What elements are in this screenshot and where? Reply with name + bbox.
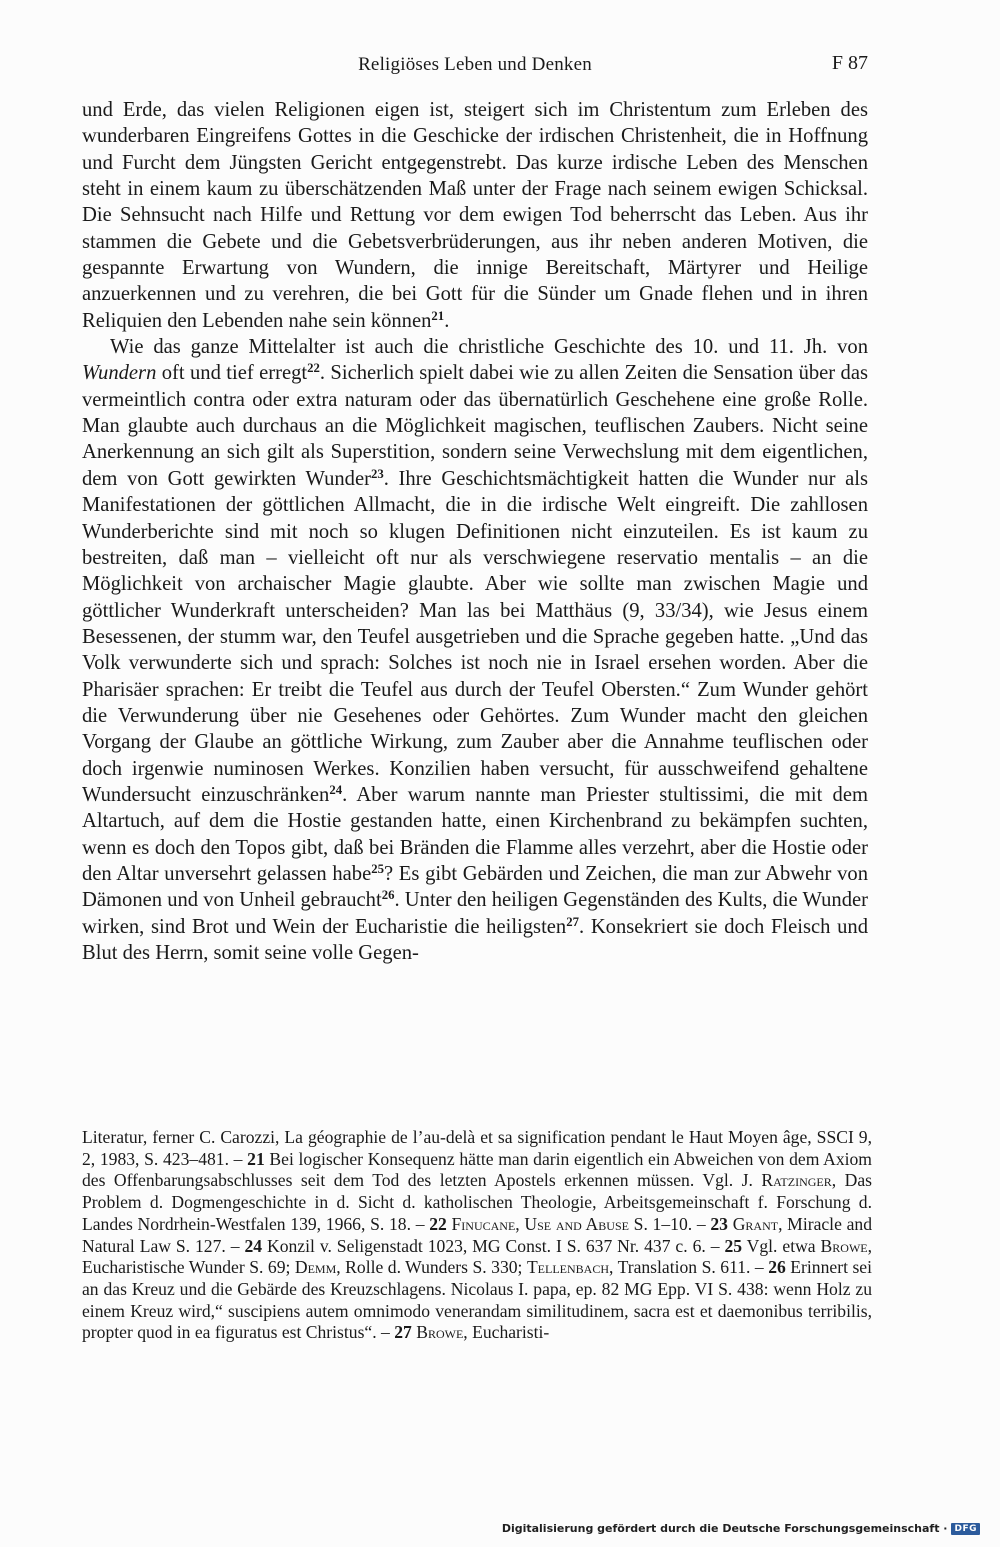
funding-note (502, 1522, 980, 1535)
page-number: F 87 (831, 52, 868, 74)
dfg-logo-icon: DFG (951, 1523, 980, 1535)
text-run: , Eucharisti- (463, 1322, 550, 1343)
text-run: , Das Problem d. Dogmengeschichte in d. Sicht d. katholischen Theologie, Arbeitsgemeinschaft f. Forschung d. Landes Nordrhein-Westfalen 139, 1966, S. 18. – (82, 1170, 872, 1234)
text-run: Literatur, ferner C. Carozzi, La géographie de l’au-delà et sa signification pendant le Haut Moyen âge, SSCI 9, 2, 1983, S. 423–481. – (82, 1127, 872, 1169)
author-browe: Browe (416, 1322, 464, 1343)
footnote-number-24: 24 (244, 1235, 263, 1256)
text-run: Wie das ganze Mittelalter ist auch die christliche Geschichte des 10. und 11. Jh. von (110, 336, 868, 359)
footnotes (82, 1127, 872, 1344)
author-demm: Demm (294, 1257, 337, 1278)
text-run: ? Es gibt Gebärden und Zeichen, die man zur Abwehr von Dämonen und von Unheil gebraucht (82, 862, 868, 912)
footnote-ref-23: 23 (370, 466, 384, 481)
author-finucane: Finucane, Use and Abuse (451, 1213, 629, 1234)
main-text (82, 97, 868, 966)
footnote-number-21: 21 (247, 1148, 265, 1169)
text-run: Bei logischer Konsequenz hätte man darin eigentlich ein Abweichen von dem Axiom des Offenbarungsabschlusses seit dem Tod des letzten Apostels erkennen müssen. Vgl. J. (82, 1148, 872, 1191)
text-run: oft und tief erregt (156, 362, 308, 385)
text-run: Erinnert sei an das Kreuz und die Gebärde des Kreuzschlagens. Nicolaus I. papa, ep. 82 MG Epp. VI S. 438: wenn Holz zu einem Kreuz wird,“ suscipiens autem omnimodo venerandam similitudinem, sacra est et daemonibus terribilis, propter quod in ea figuratus est Christus“. – (82, 1257, 872, 1343)
author-browe: Browe (820, 1235, 868, 1256)
author-ratzinger: Ratzinger (761, 1170, 832, 1191)
text-run: . Konsekriert sie doch Fleisch und Blut des Herrn, somit seine volle Gegen- (82, 915, 868, 964)
text-run: . Sicherlich spielt dabei wie zu allen Zeiten die Sensation über das vermeintlich contra oder extra naturam oder das übernatürlich Geschehene eine große Rolle. Man glaubte auch durchaus an die Möglichkeit magischen, teuflischen Zaubers. Nicht seine Anerkennung an sich gilt als Superstition, sondern seine Verwechslung mit dem eigentlichen, dem von Gott gewirkten Wunder (82, 362, 868, 490)
author-tellenbach: Tellenbach (526, 1257, 610, 1278)
footnote-block (82, 1127, 872, 1344)
text-run: Vgl. etwa (742, 1235, 821, 1256)
footnote-number-27: 27 (394, 1322, 412, 1343)
text-run: . Ihre Geschichtsmächtigkeit hatten die Wunder nur als Manifestationen der göttlichen Allmacht, die in die irdische Welt eingreift. Die zahllosen Wunderberichte sind mit noch so klugen Definitionen nicht einzuteilen. Es ist kaum zu bestreiten, daß man – vielleicht oft nur als verschwiegene reservatio mentalis – an die Möglichkeit von archaischer Magie glaubte. Aber wie sollte man zwischen Magie und göttlicher Wunderkraft unterscheiden? Man las bei Matthäus (9, 33/34), wie Jesus einem Besessenen, der stumm war, den Teufel ausgetrieben und die Sprache gegeben hatte. „Und das Volk verwunderte sich und sprach: Solches ist noch nie in Israel ersehen worden. Aber die Pharisäer sprachen: Er treibt die Teufel aus durch der Teufel Obersten.“ Zum Wunder gehört die Verwunderung über nie Gesehenes oder Gehörtes. Zum Wunder macht den gleichen Vorgang der Glaube an göttliche Wirkung, zum Zauber aber die Annahme teuflischen oder doch irgenwie numinosen Werkes. Konzilien haben versucht, für ausschweifend gehaltene Wundersucht einzuschränken (82, 467, 869, 806)
text-run: S. 1–10. – (628, 1213, 711, 1234)
footnote-number-23: 23 (710, 1213, 728, 1234)
footnote-ref-26: 26 (381, 888, 395, 903)
footnote-ref-22: 22 (307, 361, 320, 376)
paragraph-2 (82, 334, 868, 966)
page-header (82, 52, 868, 80)
text-run: . (444, 309, 450, 332)
text-run: , Eucharistische Wunder S. 69; (82, 1235, 873, 1278)
footnote-ref-27: 27 (566, 914, 579, 929)
footnote-ref-24: 24 (329, 782, 343, 797)
paragraph-1 (82, 97, 868, 334)
emphasis-wundern: Wundern (82, 362, 157, 385)
text-run: . Unter den heiligen Gegenständen des Kults, die Wunder wirken, sind Brot und Wein der Eucharistie die heiligsten (82, 889, 868, 938)
text-run: . Aber warum nannte man Priester stultissimi, die mit dem Altartuch, auf dem die Hostie gestanden hatte, einen Kirchenbrand zu bekämpfen suchten, wenn es doch den Topos gibt, daß bei Bränden die Flamme alles verzehrt, aber die Hostie oder den Altar unversehrt gelassen habe (82, 783, 869, 885)
text-run: , Miracle and Natural Law S. 127. – (82, 1213, 872, 1256)
author-grant: Grant (732, 1213, 779, 1234)
running-head: Religiöses Leben und Denken (358, 54, 592, 75)
text-run: , Translation S. 611. – (609, 1257, 769, 1278)
footnote-ref-21: 21 (431, 308, 445, 323)
footnote-ref-25: 25 (371, 861, 384, 876)
text-run: und Erde, das vielen Religionen eigen ist, steigert sich im Christentum zum Erleben des wunderbaren Eingreifens Gottes in die Geschicke der irdischen Christenheit, die in Hoffnung und Furcht dem Jüngsten Gericht entgegenstrebt. Das kurze irdische Leben des Menschen steht in einem kaum zu überschätzenden Maß unter der Frage nach seinem ewigen Schicksal. Die Sehnsucht nach Hilfe und Rettung vor dem ewigen Tod beherrscht das Leben. Aus ihr stammen die Gebete und die Gebetsverbrüderungen, aus ihr neben anderen Motiven, die gespannte Erwartung von Wundern, die innige Bereitschaft, Märtyrer und Heilige anzuerkennen und zu verehren, die bei Gott für die Sünder um Gnade flehen und in ihren Reliquien den Lebenden nahe sein können (82, 99, 868, 332)
text-run: , Rolle d. Wunders S. 330; (336, 1257, 527, 1278)
text-run: Konzil v. Seligenstadt 1023, MG Const. I S. 637 Nr. 437 c. 6. – (262, 1235, 725, 1256)
footnote-number-25: 25 (724, 1235, 743, 1256)
footnote-number-22: 22 (429, 1213, 447, 1234)
footnote-number-26: 26 (768, 1257, 786, 1278)
funding-text: Digitalisierung gefördert durch die Deutsche Forschungsgemeinschaft · (501, 1522, 948, 1535)
